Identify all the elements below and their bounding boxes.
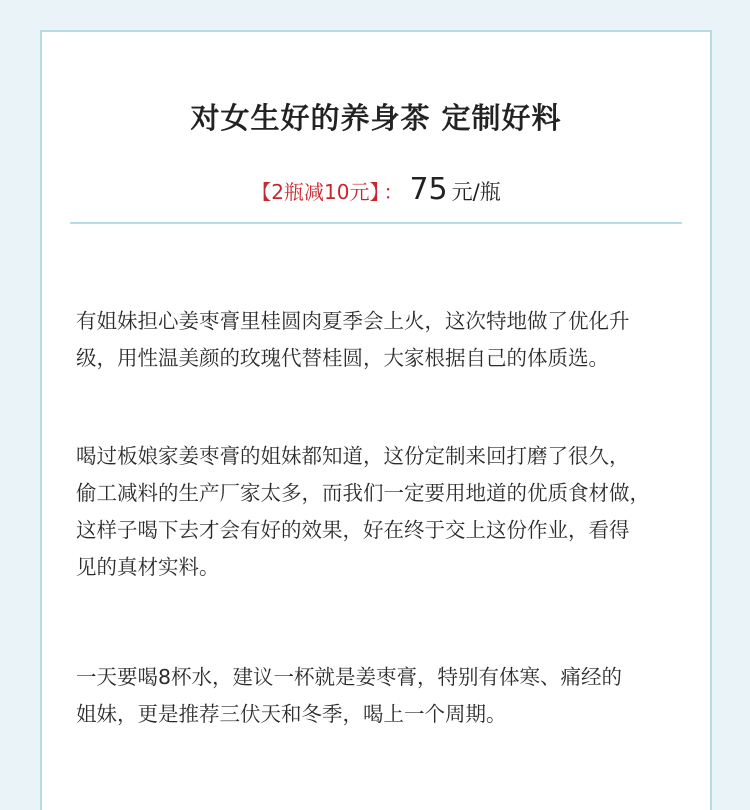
paragraph-line: 一天要喝8杯水，建议一杯就是姜枣膏，特别有体寒、痛经的 (76, 665, 623, 689)
price-unit: 元/瓶 (451, 180, 501, 204)
paragraph-line: 偷工减料的生产厂家太多，而我们一定要用地道的优质食材做， (76, 481, 650, 505)
paragraph-2 (76, 438, 686, 586)
page-title: 对女生好的养身茶 定制好料 (190, 101, 562, 135)
paragraph-line: 喝过板娘家姜枣膏的姐妹都知道，这份定制来回打磨了很久， (76, 444, 630, 468)
promo-text: 【2瓶减10元】 (251, 180, 380, 204)
paragraph-line: 见的真材实料。 (76, 555, 220, 579)
price-amount: 75 (409, 172, 448, 207)
price-colon: ： (383, 180, 404, 204)
paragraph-3 (76, 659, 686, 733)
paragraph-1 (76, 303, 686, 377)
paragraph-line: 这样子喝下去才会有好的效果，好在终于交上这份作业，看得 (76, 518, 630, 542)
paragraph-line: 姐妹，更是推荐三伏天和冬季，喝上一个周期。 (76, 702, 507, 726)
price-line (42, 172, 710, 207)
section-divider (70, 222, 682, 224)
paragraph-line: 有姐妹担心姜枣膏里桂圆肉夏季会上火，这次特地做了优化升 (76, 309, 630, 333)
paragraph-line: 级，用性温美颜的玫瑰代替桂圆，大家根据自己的体质选。 (76, 346, 609, 370)
product-card (40, 30, 712, 810)
